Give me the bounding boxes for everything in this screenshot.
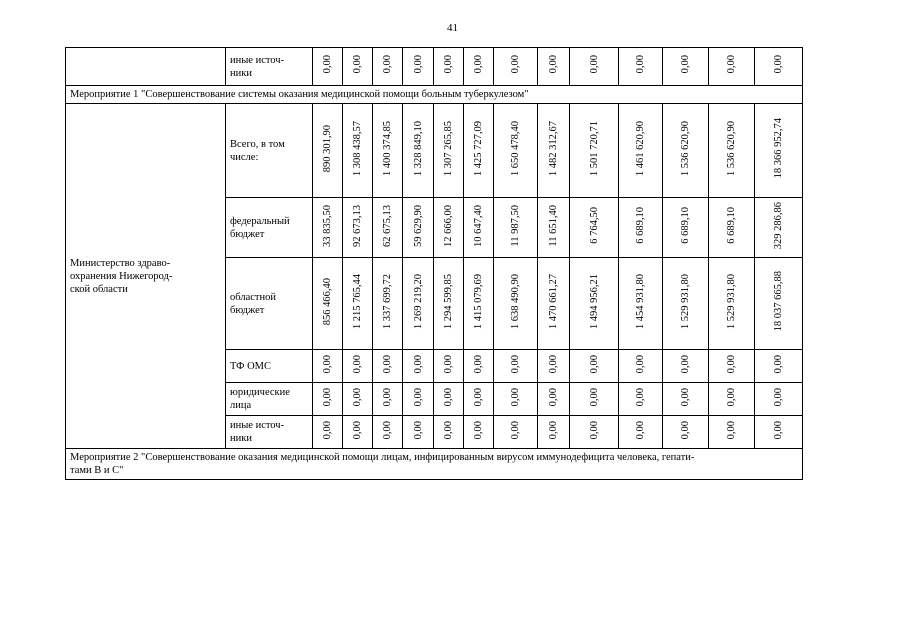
- value-text: 1 536 620,90: [680, 120, 691, 177]
- source-cell: юридические лица: [226, 383, 313, 416]
- value-cell: [663, 383, 709, 416]
- value-text: 0,00: [510, 420, 521, 440]
- value-cell: [755, 416, 803, 449]
- value-cell: [663, 258, 709, 350]
- value-cell: [373, 48, 403, 86]
- value-text: 0,00: [548, 420, 559, 440]
- value-text: 1 454 931,80: [635, 273, 646, 330]
- value-cell: [494, 258, 538, 350]
- value-text: 0,00: [382, 387, 393, 407]
- value-cell: [313, 350, 343, 383]
- value-cell: [343, 198, 373, 258]
- value-cell: [434, 383, 464, 416]
- value-text: 0,00: [322, 420, 333, 440]
- value-text: 1 415 079,69: [473, 273, 484, 330]
- value-cell: [619, 350, 663, 383]
- value-text: 1 529 931,80: [680, 273, 691, 330]
- value-cell: [663, 416, 709, 449]
- value-text: 0,00: [548, 354, 559, 374]
- value-cell: [663, 104, 709, 198]
- value-cell: [403, 383, 434, 416]
- value-cell: [464, 258, 494, 350]
- value-cell: [663, 350, 709, 383]
- value-cell: [434, 350, 464, 383]
- value-text: 0,00: [588, 387, 600, 407]
- value-cell: [619, 48, 663, 86]
- value-cell: [343, 350, 373, 383]
- value-cell: [619, 198, 663, 258]
- value-cell: [313, 416, 343, 449]
- value-text: 18 037 665,88: [773, 271, 784, 332]
- value-cell: [538, 416, 570, 449]
- value-text: 0,00: [412, 55, 424, 74]
- value-cell: [709, 48, 755, 86]
- value-text: 0,00: [680, 387, 691, 407]
- value-text: 6 689,10: [635, 207, 646, 244]
- value-text: 1 294 599,85: [443, 273, 454, 330]
- value-text: 11 987,50: [510, 204, 521, 247]
- value-text: 0,00: [773, 420, 784, 440]
- value-cell: [464, 383, 494, 416]
- value-text: 10 647,40: [473, 204, 484, 247]
- value-cell: [570, 198, 619, 258]
- value-cell: [538, 350, 570, 383]
- value-text: 62 675,13: [382, 204, 393, 247]
- table-row: [66, 48, 803, 86]
- value-cell: [494, 198, 538, 258]
- value-text: 1 425 727,09: [473, 120, 484, 177]
- value-cell: [570, 104, 619, 198]
- value-text: 0,00: [473, 55, 484, 74]
- value-text: 329 286,86: [773, 201, 784, 250]
- value-cell: [709, 198, 755, 258]
- value-text: 0,00: [473, 354, 484, 374]
- value-cell: [464, 104, 494, 198]
- value-text: 1 529 931,80: [726, 273, 737, 330]
- value-cell: [343, 48, 373, 86]
- value-cell: [494, 48, 538, 86]
- value-text: 1 215 765,44: [352, 273, 363, 330]
- value-cell: [494, 383, 538, 416]
- owner-cell: Министерство здраво- охранения Нижегород- ской области: [66, 104, 226, 449]
- event-2-title: Мероприятие 2 "Совершенствование оказания медицинской помощи лицам, инфицированным вирусом иммунодефицита человека, гепати- тами В и С": [66, 449, 803, 480]
- value-cell: [434, 258, 464, 350]
- value-text: 0,00: [588, 420, 600, 440]
- value-cell: [343, 258, 373, 350]
- value-cell: [403, 258, 434, 350]
- value-cell: [373, 350, 403, 383]
- value-cell: [313, 383, 343, 416]
- value-text: 1 337 699,72: [382, 273, 393, 330]
- value-cell: [403, 350, 434, 383]
- value-text: 0,00: [412, 387, 424, 407]
- value-text: 12 666,00: [443, 204, 454, 247]
- value-cell: [570, 350, 619, 383]
- value-text: 1 307 265,85: [443, 120, 454, 177]
- value-cell: [755, 258, 803, 350]
- value-text: 0,00: [382, 420, 393, 440]
- source-cell: иные источ- ники: [226, 48, 313, 86]
- value-cell: [538, 104, 570, 198]
- value-text: 0,00: [773, 387, 784, 407]
- value-text: 1 470 661,27: [548, 273, 559, 330]
- value-cell: [494, 104, 538, 198]
- value-text: 6 689,10: [680, 207, 691, 244]
- value-text: 0,00: [322, 354, 333, 374]
- value-text: 0,00: [680, 354, 691, 374]
- value-cell: [403, 48, 434, 86]
- value-cell: [709, 104, 755, 198]
- owner-cell-empty: [66, 48, 226, 86]
- value-cell: [709, 350, 755, 383]
- value-cell: [570, 48, 619, 86]
- value-cell: [464, 350, 494, 383]
- value-cell: [570, 416, 619, 449]
- value-text: 0,00: [680, 55, 691, 74]
- value-text: 0,00: [352, 387, 363, 407]
- value-text: 18 366 952,74: [773, 118, 784, 179]
- value-cell: [570, 258, 619, 350]
- table-body: [66, 48, 803, 480]
- source-cell: федеральный бюджет: [226, 198, 313, 258]
- value-text: 6 689,10: [726, 207, 737, 244]
- value-cell: [343, 383, 373, 416]
- value-text: 0,00: [510, 354, 521, 374]
- value-cell: [538, 198, 570, 258]
- value-text: 1 638 490,90: [510, 273, 521, 330]
- value-text: 0,00: [635, 354, 646, 374]
- source-cell: ТФ ОМС: [226, 350, 313, 383]
- value-text: 1 400 374,85: [382, 120, 393, 177]
- value-text: 856 466,40: [322, 277, 333, 326]
- value-text: 0,00: [382, 55, 393, 74]
- value-cell: [434, 48, 464, 86]
- source-cell: Всего, в том числе:: [226, 104, 313, 198]
- value-text: 1 494 956,21: [588, 273, 600, 330]
- value-text: 0,00: [510, 387, 521, 407]
- value-text: 1 482 312,67: [548, 120, 559, 177]
- value-text: 0,00: [352, 354, 363, 374]
- value-cell: [464, 416, 494, 449]
- value-cell: [373, 104, 403, 198]
- value-cell: [538, 258, 570, 350]
- value-cell: [538, 48, 570, 86]
- value-text: 0,00: [412, 420, 424, 440]
- value-cell: [464, 198, 494, 258]
- value-text: 0,00: [548, 55, 559, 74]
- value-cell: [313, 258, 343, 350]
- value-text: 0,00: [322, 55, 333, 74]
- value-cell: [619, 104, 663, 198]
- value-cell: [709, 258, 755, 350]
- value-cell: [434, 104, 464, 198]
- value-text: 6 764,50: [588, 207, 600, 244]
- value-cell: [494, 416, 538, 449]
- value-cell: [663, 48, 709, 86]
- value-text: 0,00: [352, 420, 363, 440]
- value-text: 0,00: [443, 387, 454, 407]
- value-cell: [313, 104, 343, 198]
- source-cell: областной бюджет: [226, 258, 313, 350]
- value-cell: [343, 104, 373, 198]
- value-cell: [709, 416, 755, 449]
- value-cell: [434, 198, 464, 258]
- value-text: 0,00: [412, 354, 424, 374]
- value-text: 0,00: [510, 55, 521, 74]
- value-cell: [755, 383, 803, 416]
- value-cell: [403, 104, 434, 198]
- value-text: 0,00: [588, 354, 600, 374]
- value-cell: [403, 198, 434, 258]
- value-text: 1 461 620,90: [635, 120, 646, 177]
- value-text: 0,00: [443, 420, 454, 440]
- value-text: 0,00: [635, 55, 646, 74]
- value-cell: [343, 416, 373, 449]
- value-cell: [373, 416, 403, 449]
- value-text: 59 629,90: [412, 204, 424, 247]
- value-text: 0,00: [322, 387, 333, 407]
- value-text: 1 536 620,90: [726, 120, 737, 177]
- value-text: 0,00: [443, 55, 454, 74]
- value-cell: [373, 383, 403, 416]
- value-cell: [434, 416, 464, 449]
- value-cell: [663, 198, 709, 258]
- value-text: 33 835,50: [322, 204, 333, 247]
- value-text: 0,00: [635, 387, 646, 407]
- funding-table: [65, 47, 803, 480]
- value-text: 890 301,90: [322, 124, 333, 173]
- value-cell: [538, 383, 570, 416]
- source-cell: иные источ- ники: [226, 416, 313, 449]
- value-text: 0,00: [726, 387, 737, 407]
- value-text: 0,00: [443, 354, 454, 374]
- value-text: 92 673,13: [352, 204, 363, 247]
- value-text: 0,00: [680, 420, 691, 440]
- value-text: 0,00: [773, 55, 784, 74]
- value-text: 1 501 720,71: [588, 120, 600, 177]
- value-text: 0,00: [473, 420, 484, 440]
- value-cell: [373, 258, 403, 350]
- value-text: 0,00: [473, 387, 484, 407]
- event-row: [66, 449, 803, 480]
- value-cell: [619, 258, 663, 350]
- event-row: [66, 86, 803, 104]
- value-cell: [755, 48, 803, 86]
- value-cell: [619, 416, 663, 449]
- event-1-title: Мероприятие 1 "Совершенствование системы оказания медицинской помощи больным туберкулезом": [66, 86, 803, 104]
- value-text: 0,00: [635, 420, 646, 440]
- value-text: 0,00: [382, 354, 393, 374]
- value-cell: [755, 198, 803, 258]
- value-cell: [403, 416, 434, 449]
- value-text: 11 651,40: [548, 204, 559, 247]
- value-text: 0,00: [588, 55, 600, 74]
- value-text: 1 328 849,10: [412, 120, 424, 177]
- value-cell: [619, 383, 663, 416]
- value-text: 0,00: [726, 354, 737, 374]
- value-text: 0,00: [773, 354, 784, 374]
- value-cell: [755, 350, 803, 383]
- value-text: 0,00: [548, 387, 559, 407]
- value-text: 1 308 438,57: [352, 120, 363, 177]
- page-number: 41: [447, 22, 458, 34]
- value-cell: [313, 48, 343, 86]
- value-text: 0,00: [726, 420, 737, 440]
- value-cell: [494, 350, 538, 383]
- value-cell: [464, 48, 494, 86]
- table-row: [66, 104, 803, 198]
- value-cell: [373, 198, 403, 258]
- value-text: 1 650 478,40: [510, 120, 521, 177]
- value-cell: [755, 104, 803, 198]
- value-cell: [709, 383, 755, 416]
- value-text: 1 269 219,20: [412, 273, 424, 330]
- value-text: 0,00: [726, 55, 737, 74]
- value-cell: [313, 198, 343, 258]
- value-text: 0,00: [352, 55, 363, 74]
- value-cell: [570, 383, 619, 416]
